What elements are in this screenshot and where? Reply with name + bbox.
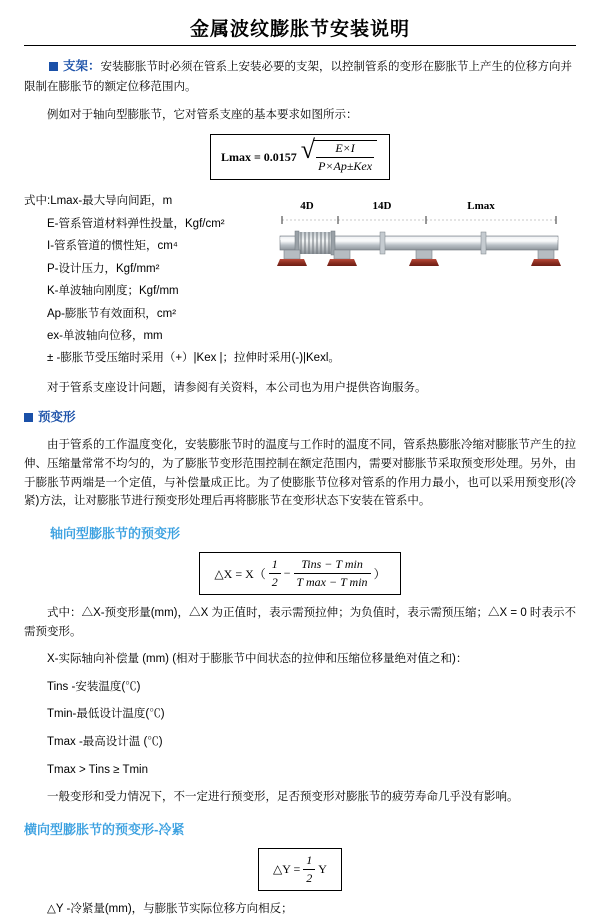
definition-item: Ap-膨胀节有效面积，cm² [47,307,177,320]
definition-item: I-管系管道的惯性矩，cm⁴ [47,240,178,253]
section-predeform-para1: 由于管系的工作温度变化，安装膨胀节时的温度与工作时的温度不同，管系热膨胀冷缩对膨胀节产生的拉伸、压缩量常常不均匀的，为了膨胀节变形范围控制在额定范围内，需要对膨胀节采取预变形处理。另外，由于膨胀节两端是一个定值，与补偿量成正比。为了使膨胀节位移对管系的作用力最小，也可以采用预变形(冷紧)方法，让对膨胀节进行预变形处理后再将膨胀节在变形状态下安装在管系中。 [24,439,576,508]
expansion-joint-diagram [276,200,566,290]
page-title: 金属波纹膨胀节安装说明 [189,18,410,40]
axial-formula-box [199,552,400,595]
definition-item: P-设计压力，Kgf/mm² [47,262,160,275]
axial-formula-rhs: ） [373,566,386,581]
blue-square-icon [49,62,58,71]
lateral-note: △Y -冷紧量(mm)，与膨胀节实际位移方向相反； [47,902,293,915]
section-bracket-closing: 对于管系支座设计问题，请参阅有关资料，本公司也为用户提供咨询服务。 [47,381,427,394]
document-content [0,56,600,919]
axial-formula-lhs: △X = X（ [214,566,266,581]
axial-note: 式中：△X-预变形量(mm)，△X 为正值时，表示需预拉伸；为负值时，表示需预压缩；△X = 0 时表示不需预变形。 [24,606,576,638]
pipe-system-illustration [276,214,562,286]
lmax-fraction-numerator: E×I [316,141,374,158]
axial-note: Tmax -最高设计温 (℃) [47,736,163,749]
diagram-label-14d: 14D [372,200,392,213]
lateral-formula-rhs: Y [318,861,327,876]
lateral-half-num: 1 [303,853,315,870]
lateral-half-den: 2 [306,870,313,885]
support-anchor [409,250,439,266]
subheading-lateral-predeform: 横向型膨胀节的预变形-冷紧 [24,821,185,837]
radical-icon: √ [300,135,316,165]
lmax-fraction [313,140,377,174]
axial-formula-half [269,557,281,590]
section-bracket-para2: 例如对于轴向型膨胀节，它对管系支座的基本要求如图所示： [47,108,358,121]
axial-half-den: 2 [271,574,278,589]
support-anchor [531,250,561,266]
bellows [295,231,335,255]
lmax-formula-lhs: Lmax = 0.0157 [220,149,297,164]
axial-formula-temp-fraction [294,557,371,590]
lateral-formula-wrapper [24,848,576,891]
diagram-label-4d: 4D [300,200,314,213]
definition-item: E-管系管道材料弹性投量，Kgf/cm² [47,217,225,230]
axial-note: X-实际轴向补偿量 (mm) (相对于膨胀节中间状态的拉伸和压缩位移量绝对值之和)： [47,653,468,666]
document-page [0,14,600,915]
section-heading-predeform-label: 预变形 [38,410,76,425]
blue-square-icon [24,413,33,422]
section-heading-bracket: 支架：安装膨胀节时必须在管系上安装必要的支架，以控制管系的变形在膨胀节上产生的位移方向并限制在膨胀节的额定位移范围内。 [24,59,573,94]
axial-half-num: 1 [269,557,281,574]
diagram-column [274,186,576,290]
diagram-label-lmax: Lmax [467,200,495,213]
axial-note: Tmin-最低设计温度(℃) [47,708,165,721]
definitions-and-diagram [24,186,576,369]
lateral-formula-box [258,848,342,891]
diagram-dimension-labels [276,200,566,212]
subheading-axial-predeform: 轴向型膨胀节的预变形 [50,525,181,541]
definition-item: 式中:Lmax-最大导向间距，m [24,195,173,208]
axial-temp-den: T max − T min [296,574,368,589]
definition-item: ± -膨胀节受压缩时采用（+）|Kex |；拉伸时采用(-)|Kexl。 [47,352,340,365]
lateral-formula-half [303,853,315,886]
lateral-formula-lhs: △Y = [273,861,301,876]
axial-temp-num: Tins − T min [294,557,371,574]
axial-note: 一般变形和受力情况下，不一定进行预变形，足否预变形对膨胀节的疲劳寿命几乎没有影响。 [47,791,519,804]
section-heading-predeform [24,407,576,427]
lmax-fraction-denominator: P×Ap±Kex [318,159,373,174]
title-divider [24,45,576,46]
definition-item: K-单波轴向刚度；Kgf/mm [47,285,179,298]
lmax-sqrt [300,135,377,174]
axial-formula-minus: − [283,565,291,580]
definition-item: ex-单波轴向位移，mm [47,329,163,342]
lmax-formula-wrapper [24,134,576,180]
axial-note: Tmax > Tins ≥ Tmin [47,763,148,776]
axial-formula-wrapper [24,552,576,595]
axial-note: Tins -安装温度(℃) [47,680,141,693]
section-heading-bracket-label: 支架 [63,59,89,73]
section-bracket-intro: 安装膨胀节时必须在管系上安装必要的支架，以控制管系的变形在膨胀节上产生的位移方向并限制在膨胀节的额定位移范围内。 [24,61,573,94]
lmax-formula-box [210,134,390,180]
